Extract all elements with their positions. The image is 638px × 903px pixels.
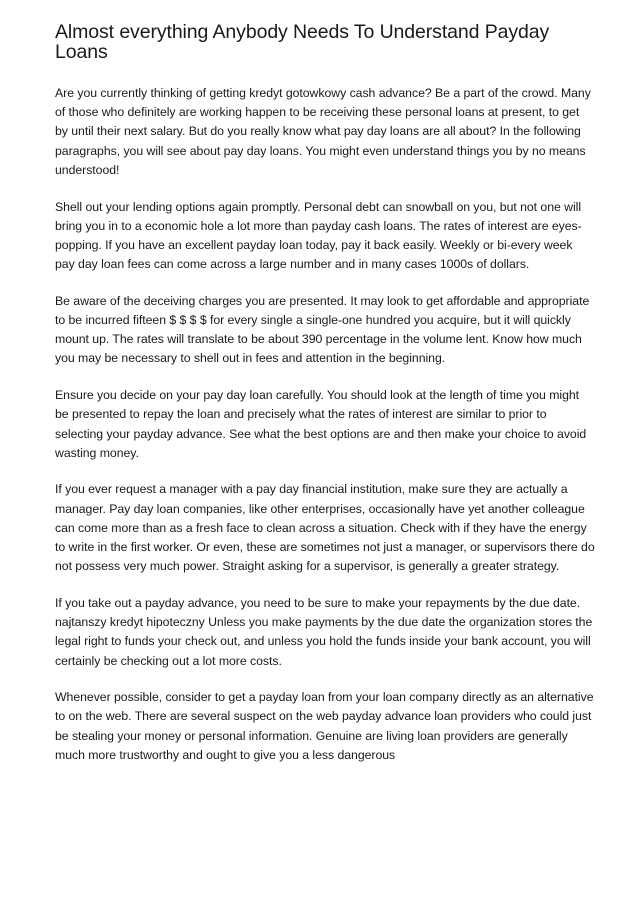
document-title: Almost everything Anybody Needs To Understand Payday Loans [55,21,550,63]
paragraph-repay-promptly: Shell out your lending options again promptly. Personal debt can snowball on you, but not one will bring you in to a economic hole a lot more than payday cash loans. The rates of interest are eyes-popping. If you have an excellent payday loan today, pay it back easily. Weekly or bi-every week pay day loan fees can come across a large number and in many cases 1000s of dollars. [55,199,582,272]
paragraph-choose-carefully: Ensure you decide on your pay day loan carefully. You should look at the length of time you might be presented to repay the loan and precisely what the rates of interest are similar to prior to selecting your payday advance. See what the best options are and then make your choice to avoid wasting money. [55,388,587,460]
paragraph-due-date: If you take out a payday advance, you need to be sure to make your repayments by the due date. [55,595,581,610]
paragraph-request-manager: If you ever request a manager with a pay day financial institution, make sure they are actually a manager. Pay day loan companies, like other enterprises, occasionally have yet another colleague can come more than as a fresh face to clean across a situation. Check with if they have the energy to write in the first worker. Or even, these are sometimes not just a manager, or supervisors there do not possess very much power. Straight asking for a supervisor, is generally a greater strategy. [55,482,595,574]
paragraph-direct-lender: Whenever possible, consider to get a payday loan from your loan company directly as an alternative to on the web. There are several suspect on the web payday advance loan providers who could just be stealing your money or personal information. Genuine are living loan providers are generally much more trustworthy and ought to give you a less dangerous [55,690,594,762]
document-body [55,22,595,783]
paragraph-legal-right: najtanszy kredyt hipoteczny Unless you make payments by the due date the organization stores the legal right to funds your check out, and unless you hold the funds inside your bank account, you will certainly be checking out a lot more costs. [55,615,593,668]
paragraph-intro: Are you currently thinking of getting kredyt gotowkowy cash advance? Be a part of the crowd. Many of those who definitely are working happen to be receiving these personal loans at present, to get by until their next salary. But do you really know what pay day loans are all about? In the following paragraphs, you will see about pay day loans. You might even understand things you by no means understood! [55,86,591,177]
paragraph-deceiving-charges: Be aware of the deceiving charges you are presented. It may look to get affordable and appropriate to be incurred fifteen $ $ $ $ for every single a single-one hundred you acquire, but it will quickly mount up. The rates will translate to be about 390 percentage in the volume lent. Know how much you may be necessary to shell out in fees and attention in the beginning. [55,293,590,366]
